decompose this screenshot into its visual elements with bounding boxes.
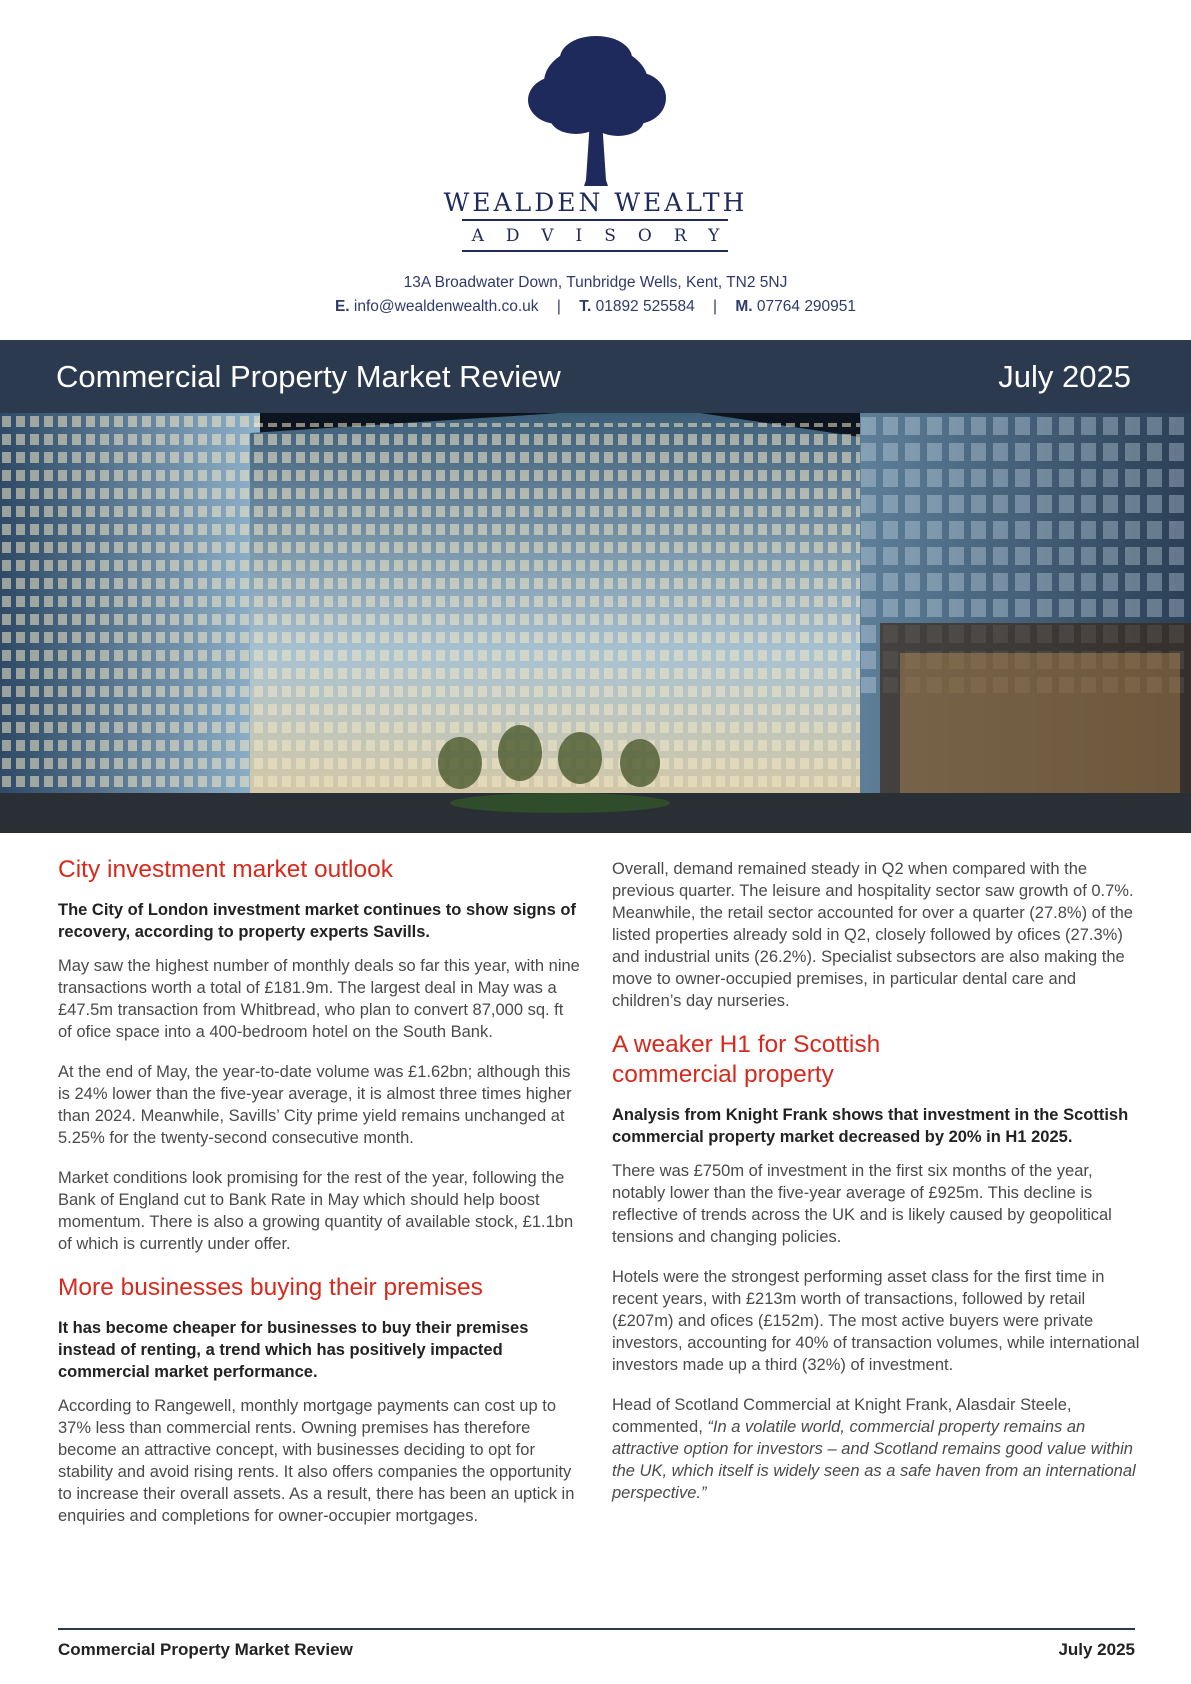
paragraph: There was £750m of investment in the first six months of the year, notably lower than the five-year average of £925m. This decline is reflective of trends across the UK and is likely caused by geopolitical tensions and changing policies. bbox=[612, 1162, 1112, 1246]
footer-date: July 2025 bbox=[1058, 1640, 1135, 1659]
paragraph: According to Rangewell, monthly mortgage payments can cost up to 37% less than commercial rents. Owning premises has therefore become an attractive concept, with businesses deciding to opt for stability and avoid rising rents. It also offers companies the opportunity to increase their overall assets. As a result, there has been an uptick in enquiries and completions for owner-occupier mortgages. bbox=[58, 1397, 575, 1525]
mobile-label: M. bbox=[735, 298, 753, 315]
phone-number[interactable]: 01892 525584 bbox=[595, 298, 695, 315]
paragraph: Hotels were the strongest performing asset class for the first time in recent years, with £213m worth of transactions, followed by retail (£207m) and ofices (£152m). The most active buyers were private investors, accounting for 40% of transaction volumes, while international investors made up a third (32%) of investment. bbox=[612, 1268, 1140, 1374]
brand-subtitle: ADVISORY bbox=[471, 226, 742, 246]
title-banner bbox=[0, 340, 1191, 413]
paragraph: At the end of May, the year-to-date volume was £1.62bn; although this is 24% lower than the five-year average, it is almost three times higher than 2024. Meanwhile, Savills’ City prime yield remains unchanged at 5.25% for the twenty-second consecutive month. bbox=[58, 1063, 572, 1147]
contact-line bbox=[0, 298, 1191, 316]
section-lead: Analysis from Knight Frank shows that investment in the Scottish commercial property market decreased by 20% in H1 2025. bbox=[612, 1106, 1129, 1146]
footer-title: Commercial Property Market Review bbox=[58, 1640, 353, 1659]
email-link[interactable]: info@wealdenwealth.co.uk bbox=[353, 298, 539, 315]
separator: | bbox=[713, 298, 718, 315]
mobile-number[interactable]: 07764 290951 bbox=[756, 298, 857, 315]
quote-intro: Head of Scotland Commercial at Knight Frank, Alasdair Steele, commented, bbox=[612, 1396, 1072, 1436]
left-column bbox=[58, 855, 581, 1545]
email-label: E. bbox=[334, 298, 350, 315]
brand-rule-top bbox=[462, 219, 728, 221]
right-column bbox=[612, 858, 1142, 1522]
hero-image bbox=[0, 413, 1191, 833]
footer-rule bbox=[58, 1628, 1135, 1630]
section-lead: The City of London investment market continues to show signs of recovery, according to property experts Savills. bbox=[58, 901, 576, 941]
quote-paragraph bbox=[612, 1394, 1142, 1504]
section-heading: A weaker H1 for Scottish commercial property bbox=[612, 1031, 881, 1088]
office-building-night-photo bbox=[0, 413, 1191, 833]
quote: “In a volatile world, commercial property remains an attractive option for investors – and Scotland remains good value within the UK, which itself is widely seen as a safe haven from an international perspective.” bbox=[612, 1418, 1136, 1502]
tree-icon bbox=[506, 30, 686, 190]
brand-rule-bottom bbox=[462, 250, 728, 252]
banner-date: July 2025 bbox=[998, 358, 1131, 394]
section-heading: More businesses buying their premises bbox=[58, 1274, 483, 1301]
paragraph: Market conditions look promising for the rest of the year, following the Bank of England cut to Bank Rate in May which should help boost momentum. There is also a growing quantity of available stock, £1.1bn of which is currently under offer. bbox=[58, 1169, 574, 1253]
separator: | bbox=[556, 298, 561, 315]
brand-name: WEALDEN WEALTH bbox=[443, 188, 748, 217]
paragraph: May saw the highest number of monthly deals so far this year, with nine transactions worth a total of £181.9m. The largest deal in May was a £47.5m transaction from Whitbread, who plan to convert 87,000 sq. ft of ofice space into a 400-bedroom hotel on the South Bank. bbox=[58, 957, 580, 1041]
paragraph: Overall, demand remained steady in Q2 when compared with the previous quarter. The leisure and hospitality sector saw growth of 0.7%. Meanwhile, the retail sector accounted for over a quarter (27.8%) of the listed properties already sold in Q2, closely followed by ofices (27.3%) and industrial units (26.2%). Specialist subsectors are also making the move to owner-occupied premises, in particular dental care and children’s day nurseries. bbox=[612, 860, 1134, 1010]
section-heading: City investment market outlook bbox=[58, 856, 393, 883]
brand-logo bbox=[0, 30, 1191, 190]
banner-title: Commercial Property Market Review bbox=[56, 358, 561, 394]
address: 13A Broadwater Down, Tunbridge Wells, Kent, TN2 5NJ bbox=[403, 274, 788, 291]
phone-label: T. bbox=[579, 298, 592, 315]
section-lead: It has become cheaper for businesses to buy their premises instead of renting, a trend which has positively impacted commercial market performance. bbox=[58, 1319, 529, 1381]
